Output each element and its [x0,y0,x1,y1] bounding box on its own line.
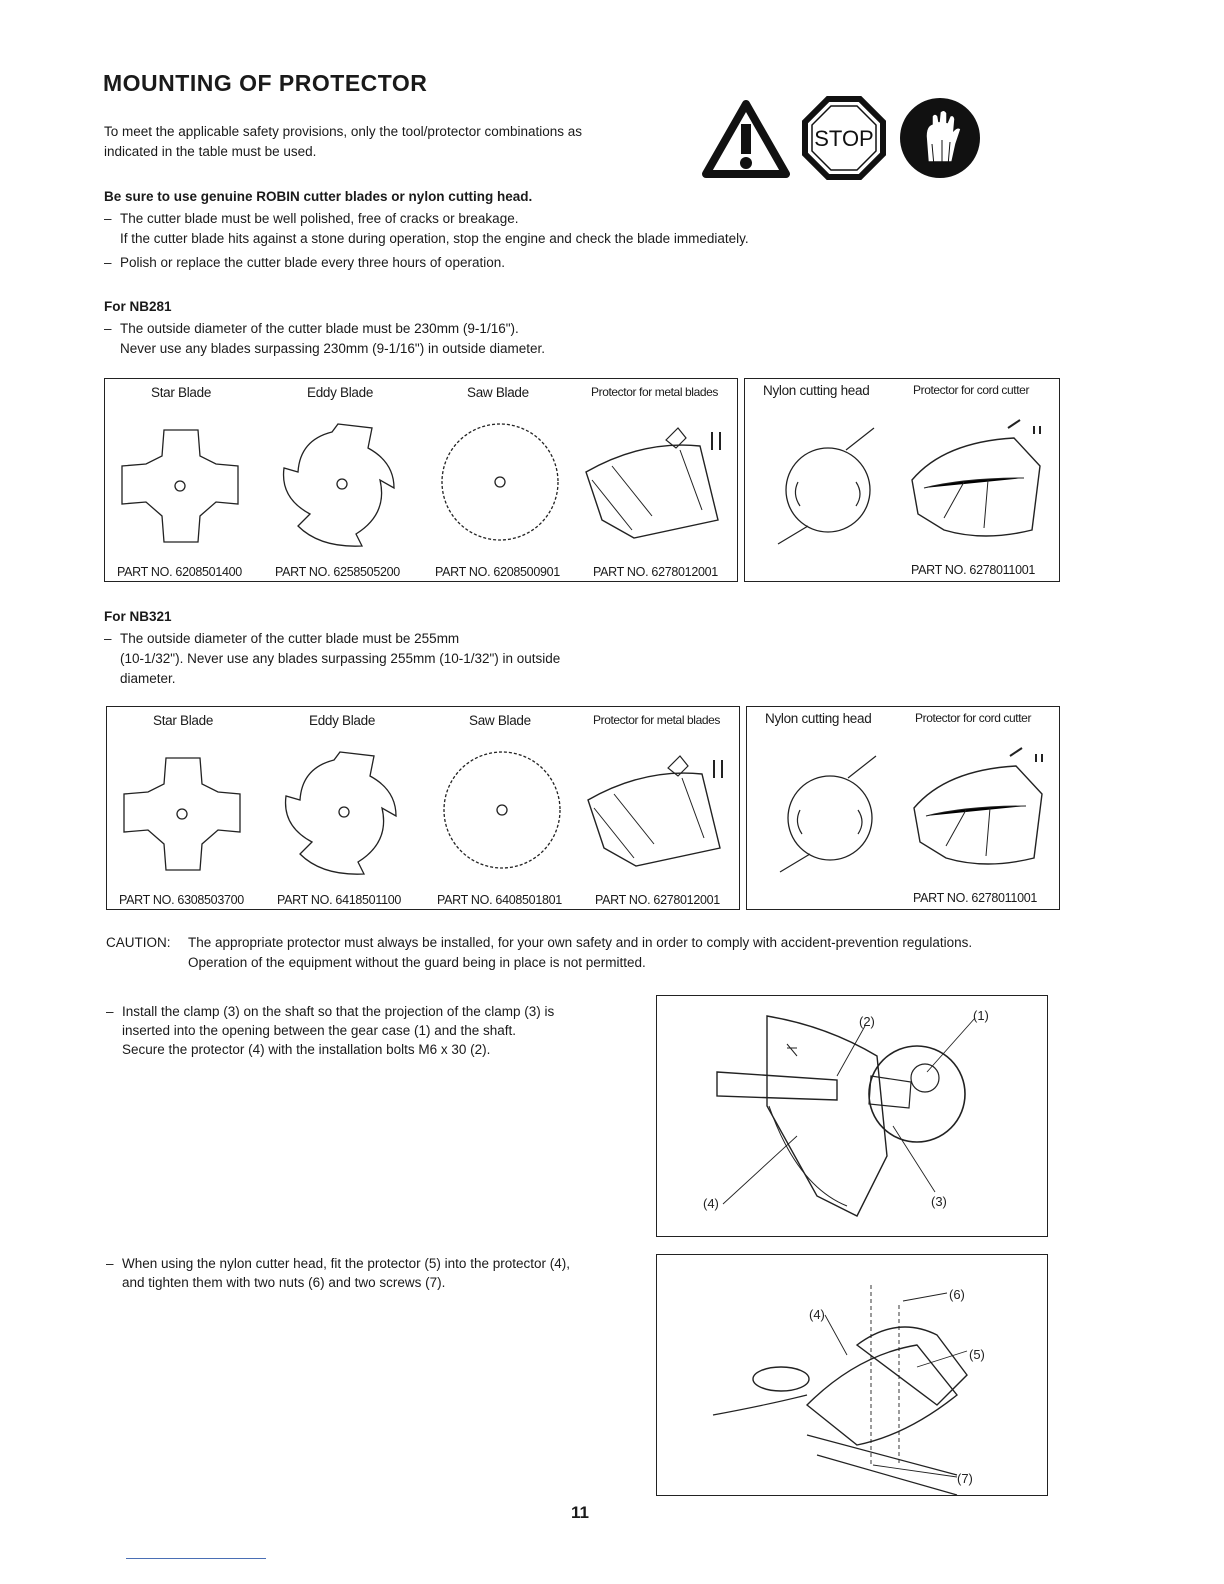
nb281-heading: For NB281 [104,299,172,314]
nb321-line-3: diameter. [120,671,176,686]
page-title: MOUNTING OF PROTECTOR [103,70,428,96]
nb281-protector-metal-drawing [582,420,732,550]
callout-7: (7) [957,1471,973,1486]
genuine-bullet-2-text: Polish or replace the cutter blade every three hours of operation. [120,255,505,270]
install1-line-2: inserted into the opening between the gear case (1) and the shaft. [122,1023,517,1038]
install2-figure [656,1254,1048,1496]
install2-line-2: and tighten them with two nuts (6) and two screws (7). [122,1275,446,1290]
callout-4: (4) [703,1196,719,1211]
intro-line-1: To meet the applicable safety provisions, only the tool/protector combinations as [104,124,583,139]
nb321-heading: For NB321 [104,609,172,624]
genuine-bullet-1: – The cutter blade must be well polished, free of cracks or breakage. If the cutter blade hits against a stone during operation, stop the engine and check the blade immediately. [104,211,749,246]
install1-line-3: Secure the protector (4) with the installation bolts M6 x 30 (2). [122,1042,491,1057]
nb321-eddy-blade-drawing [278,746,408,880]
nb281-part-protector-cord: PART NO. 6278011001 [911,563,1036,577]
nb321-star-blade-drawing [118,750,248,878]
install2-drawing [657,1255,1047,1495]
nb321-part-star: PART NO. 6308503700 [119,893,244,907]
nb321-part-saw: PART NO. 6408501801 [437,893,562,907]
nb281-col-eddy: Eddy Blade [307,385,374,400]
install1-line-1: Install the clamp (3) on the shaft so that the projection of the clamp (3) is [122,1004,555,1019]
stop-sign-text: STOP [814,126,874,151]
callout-1: (1) [973,1008,989,1023]
nb321-protector-metal-drawing [584,748,734,878]
nb281-part-saw: PART NO. 6208500901 [435,565,560,579]
nb281-text: – The outside diameter of the cutter blade must be 230mm (9-1/16"). Never use any blades surpassing 230mm (9-1/16") in outside diameter. [104,321,546,356]
nb321-col-star: Star Blade [153,713,214,728]
install1-figure [656,995,1048,1237]
nb321-part-protector-cord: PART NO. 6278011001 [913,891,1038,905]
nb281-col-saw: Saw Blade [467,385,529,400]
nb281-line-1: The outside diameter of the cutter blade must be 230mm (9-1/16"). [120,321,519,336]
gloves-icon [898,96,982,180]
genuine-bullet-1b: If the cutter blade hits against a stone during operation, stop the engine and check the blade immediately. [120,231,749,246]
install1-drawing [657,996,1047,1236]
nb281-col-nylon: Nylon cutting head [763,383,870,398]
nb281-col-star: Star Blade [151,385,212,400]
callout-6: (6) [949,1287,965,1302]
callout-5: (5) [969,1347,985,1362]
warning-triangle-icon [702,100,790,178]
callout-4b: (4) [809,1307,825,1322]
nb281-part-star: PART NO. 6208501400 [117,565,242,579]
install-step-1: – Install the clamp (3) on the shaft so that the projection of the clamp (3) is inserted into the opening between the gear case (1) and the shaft. Secure the protector (4) with the installation bolts M6 x 30 (2). [106,1004,555,1057]
nb281-part-protector-metal: PART NO. 6278012001 [593,565,718,579]
nb321-col-nylon: Nylon cutting head [765,711,872,726]
nb321-part-protector-metal: PART NO. 6278012001 [595,893,720,907]
nb321-line-1: The outside diameter of the cutter blade must be 255mm [120,631,460,646]
footer-rule [126,1558,266,1559]
stop-sign-icon [802,96,886,180]
nb321-col-protector-metal: Protector for metal blades [593,713,720,727]
caution-label: CAUTION: [106,935,171,950]
nb321-text: – The outside diameter of the cutter blade must be 255mm (10-1/32"). Never use any blades surpassing 255mm (10-1/32") in outside diameter. [104,631,561,686]
callout-3: (3) [931,1194,947,1209]
nb281-part-eddy: PART NO. 6258505200 [275,565,400,579]
nb281-star-blade-drawing [116,422,246,550]
genuine-heading: Be sure to use genuine ROBIN cutter blades or nylon cutting head. [104,189,533,204]
caution-text [188,933,972,973]
nb281-nylon-head-drawing [770,420,890,550]
nb281-eddy-blade-drawing [276,418,406,552]
caution-line-1: The appropriate protector must always be installed, for your own safety and in order to comply with accident-prevention regulations. [188,935,973,950]
install2-line-1: When using the nylon cutter head, fit the protector (5) into the protector (4), [122,1256,570,1271]
intro-line-2: indicated in the table must be used. [104,144,317,159]
nb321-line-2: (10-1/32"). Never use any blades surpassing 255mm (10-1/32") in outside [120,651,561,666]
nb321-nylon-head-drawing [772,748,892,878]
nb281-col-protector-cord: Protector for cord cutter [913,383,1030,397]
nb281-col-protector-metal: Protector for metal blades [591,385,718,399]
nb321-protector-cord-drawing [906,746,1056,876]
genuine-bullet-2: – Polish or replace the cutter blade every three hours of operation. [104,255,505,270]
intro-text [104,122,582,162]
page-number: 11 [571,1503,589,1522]
callout-2: (2) [859,1014,875,1029]
nb321-col-eddy: Eddy Blade [309,713,376,728]
nb281-protector-cord-drawing [904,418,1054,548]
nb321-saw-blade-drawing [438,746,568,876]
genuine-bullet-1a: The cutter blade must be well polished, free of cracks or breakage. [120,211,519,226]
nb281-line-2: Never use any blades surpassing 230mm (9-1/16") in outside diameter. [120,341,546,356]
caution-line-2: Operation of the equipment without the guard being in place is not permitted. [188,955,646,970]
install-step-2: – When using the nylon cutter head, fit the protector (5) into the protector (4), and tighten them with two nuts (6) and two screws (7). [106,1256,570,1290]
nb321-col-saw: Saw Blade [469,713,531,728]
nb321-col-protector-cord: Protector for cord cutter [915,711,1032,725]
nb321-part-eddy: PART NO. 6418501100 [277,893,402,907]
nb281-saw-blade-drawing [436,418,566,548]
